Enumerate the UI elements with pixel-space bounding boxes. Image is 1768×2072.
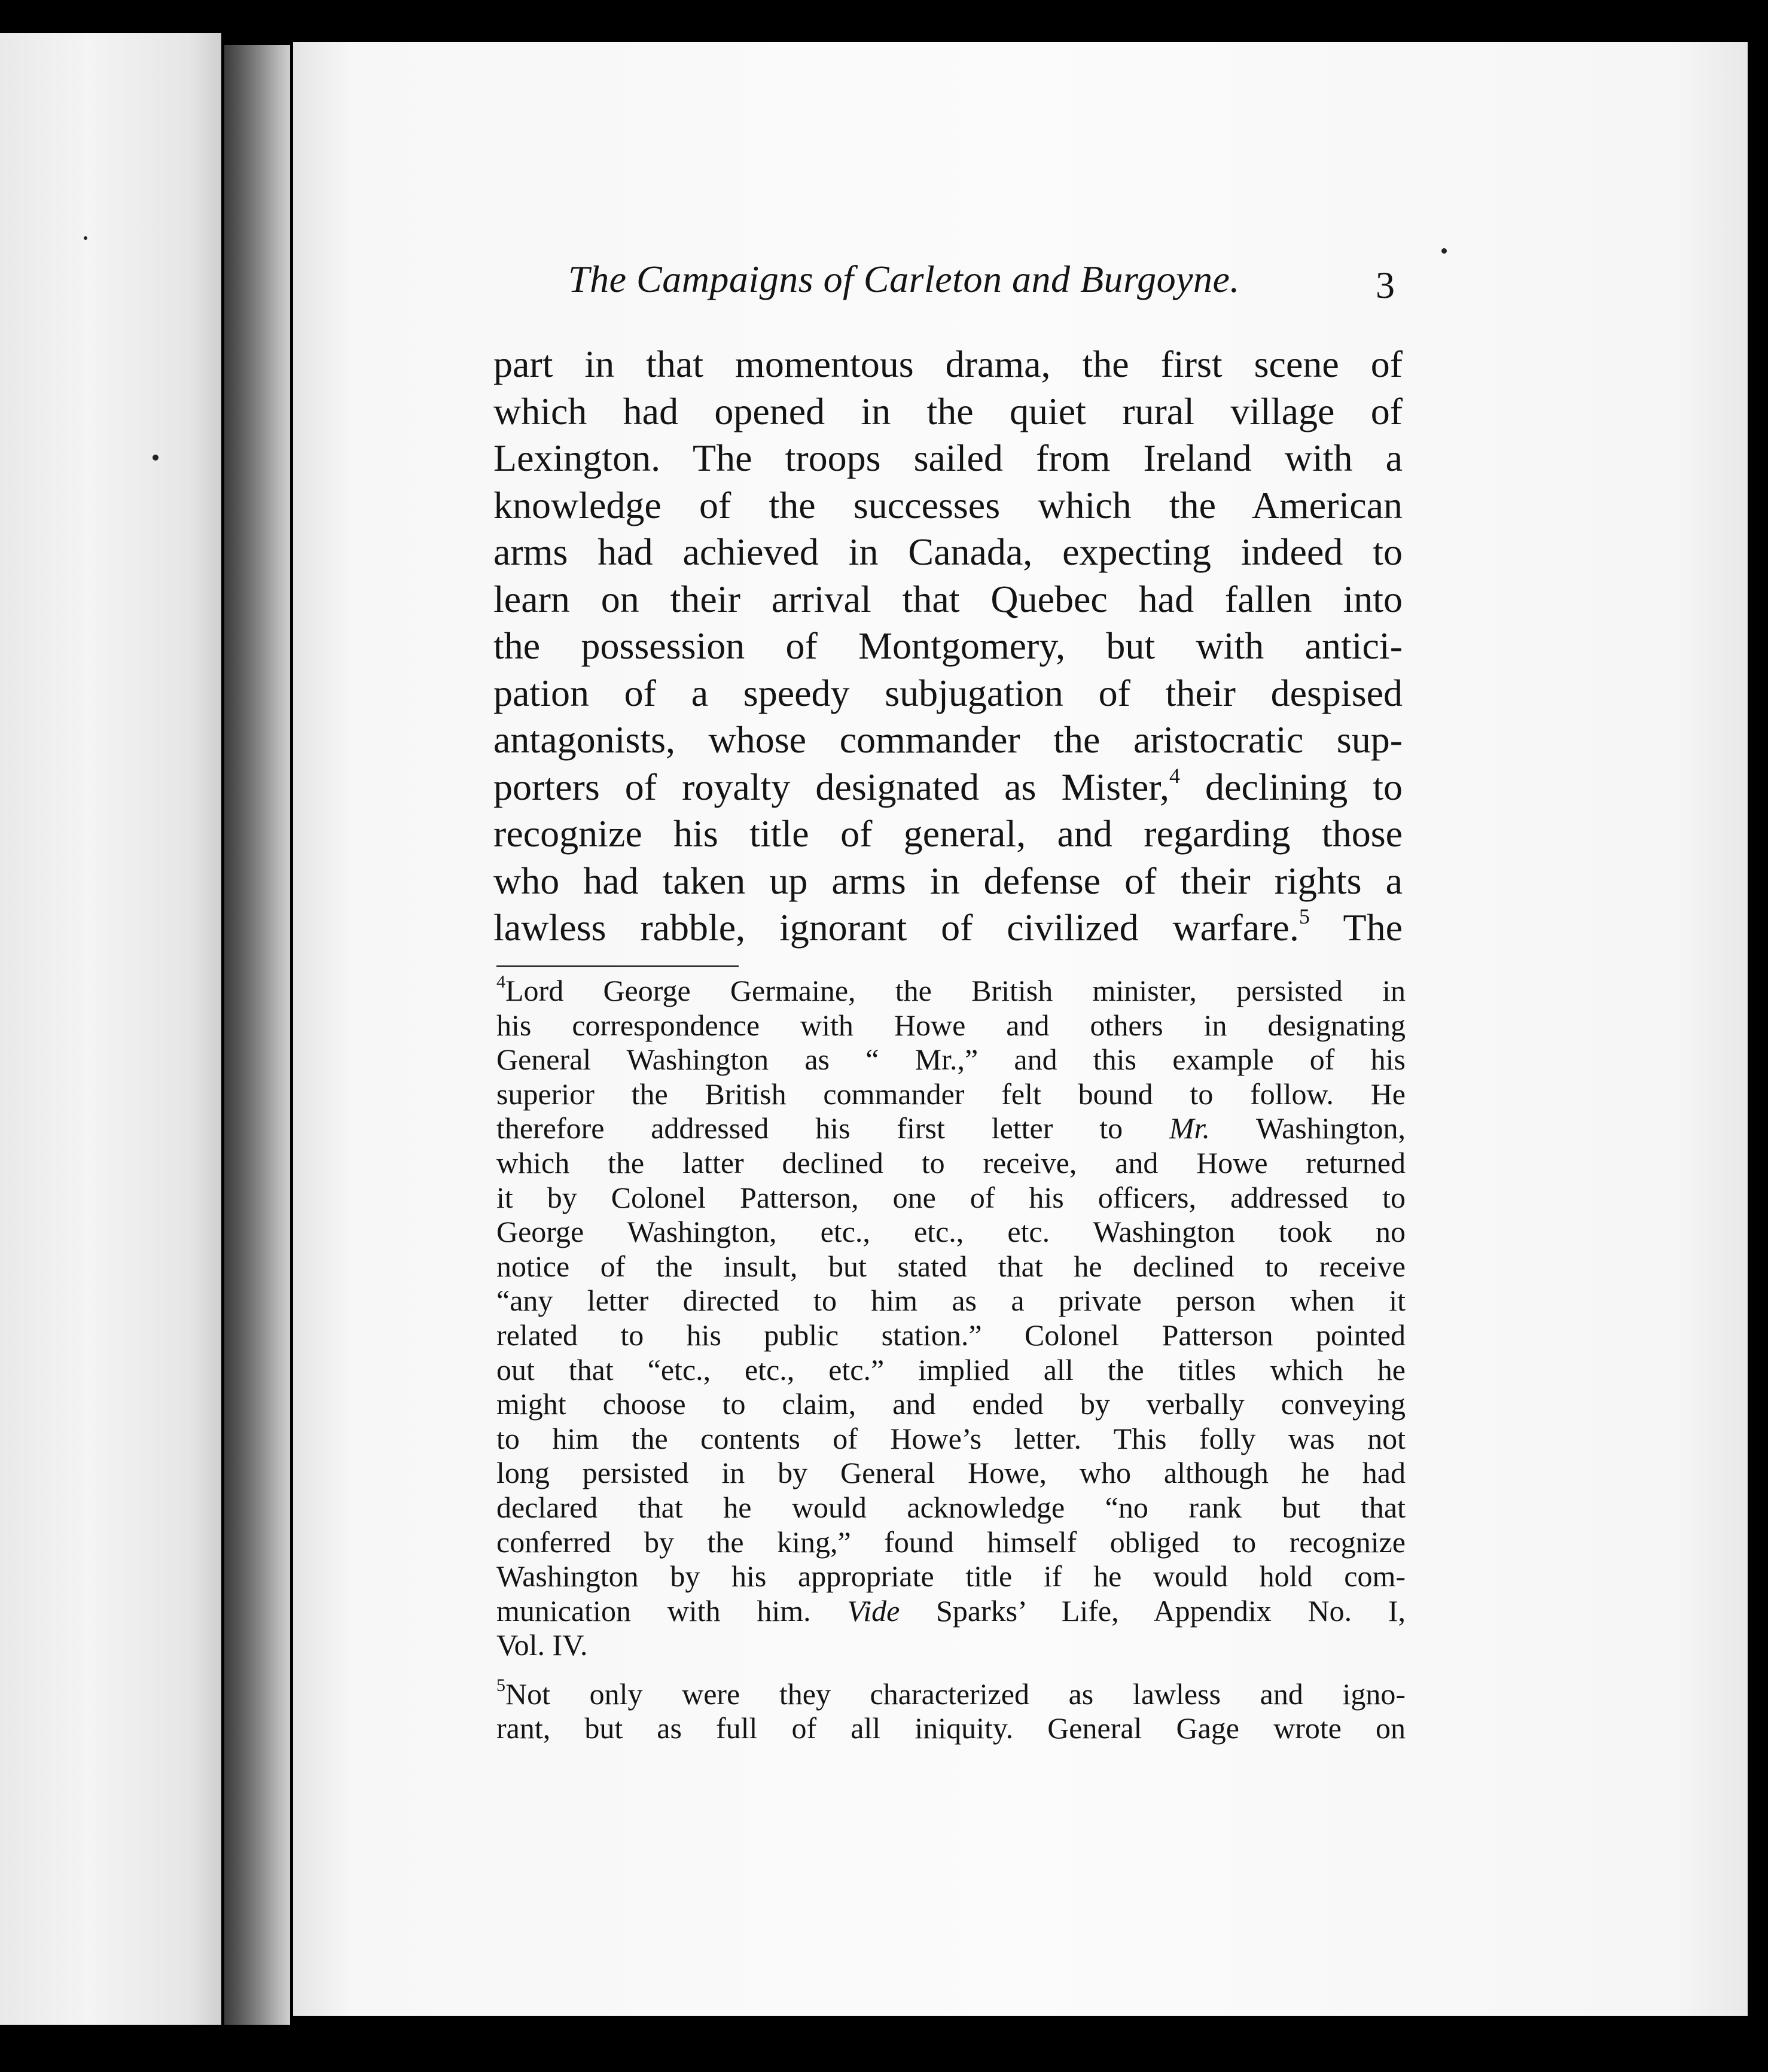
- book-binding: [224, 45, 290, 2025]
- footnote-line: $^5$Not only were they characterized as lawless and igno-: [496, 1675, 1406, 1711]
- footnote-line: Washington by his appropriate title if he would hold com-: [496, 1559, 1406, 1593]
- footnote-line: related to his public station.” Colonel Patterson pointed: [496, 1318, 1406, 1352]
- footnote-line: long persisted in by General Howe, who although he had: [496, 1456, 1406, 1490]
- body-line: pation of a speedy subjugation of their despised: [493, 671, 1403, 714]
- footnote-line: it by Colonel Patterson, one of his officers, addressed to: [496, 1180, 1406, 1214]
- body-line: porters of royalty designated as Mister,$^4$ declining to: [493, 763, 1403, 808]
- footnote-line: notice of the insult, but stated that he declined to receive: [496, 1249, 1406, 1283]
- footnote-line: “any letter directed to him as a private person when it: [496, 1284, 1406, 1318]
- body-line: Lexington. The troops sailed from Ireland with a: [493, 437, 1403, 479]
- footnote-line: declared that he would acknowledge “no rank but that: [496, 1490, 1406, 1524]
- footnote-ref-5: 5: [1298, 904, 1310, 928]
- footnote-line: munication with him. Vide Sparks’ Life, Appendix No. I,: [496, 1593, 1406, 1628]
- footnote-marker: 5: [496, 1675, 505, 1695]
- body-line: learn on their arrival that Quebec had fallen into: [493, 577, 1403, 620]
- footnote-line: out that “etc., etc., etc.” implied all the titles which he: [496, 1352, 1406, 1387]
- facing-page-left: [0, 33, 221, 2025]
- footnote-line: his correspondence with Howe and others in designating: [496, 1008, 1406, 1042]
- body-line: recognize his title of general, and regarding those: [493, 812, 1403, 855]
- footnote-line: might choose to claim, and ended by verbally conveying: [496, 1387, 1406, 1421]
- footnote-line: George Washington, etc., etc., etc. Washington took no: [496, 1215, 1406, 1249]
- footnote-line: therefore addressed his first letter to Mr. Washington,: [496, 1111, 1406, 1145]
- body-line: which had opened in the quiet rural village of: [493, 389, 1403, 432]
- body-line: the possession of Montgomery, but with antici-: [493, 624, 1403, 667]
- italic-mr: Mr.: [1169, 1111, 1210, 1145]
- footnote-gap: [496, 1663, 1406, 1677]
- italic-vide: Vide: [847, 1593, 900, 1628]
- footnote-line: superior the British commander felt bound to follow. He: [496, 1077, 1406, 1111]
- running-title: The Campaigns of Carleton and Burgoyne.: [568, 258, 1240, 300]
- footnote-line: conferred by the king,” found himself obliged to recognize: [496, 1525, 1406, 1559]
- footnote-5: [496, 1677, 1406, 1746]
- scan-speck: [1441, 248, 1447, 254]
- footnote-line: rant, but as full of all iniquity. General Gage wrote on: [496, 1711, 1406, 1745]
- body-line: lawless rabble, ignorant of civilized warfare.$^5$ The: [493, 904, 1403, 949]
- footnote-marker: 4: [496, 972, 505, 992]
- running-header: [568, 257, 1406, 301]
- page-number: 3: [1376, 264, 1395, 306]
- body-line: who had taken up arms in defense of their rights a: [493, 859, 1403, 902]
- body-text: [493, 341, 1403, 952]
- body-line: antagonists, whose commander the aristocratic sup-: [493, 718, 1403, 761]
- footnote-ref-4: 4: [1169, 763, 1180, 788]
- footnotes: [496, 974, 1406, 1746]
- scan-speck: [84, 236, 87, 240]
- body-line: part in that momentous drama, the first scene of: [493, 343, 1403, 385]
- footnote-rule: [496, 965, 739, 967]
- footnote-line: to him the contents of Howe’s letter. This folly was not: [496, 1421, 1406, 1455]
- footnote-4: [496, 974, 1406, 1663]
- footnote-line: General Washington as “ Mr.,” and this example of his: [496, 1043, 1406, 1077]
- footnote-line: $^4$Lord George Germaine, the British minister, persisted in: [496, 972, 1406, 1007]
- body-line: arms had achieved in Canada, expecting indeed to: [493, 531, 1403, 573]
- footnote-line: Vol. IV.: [496, 1628, 588, 1662]
- body-line: knowledge of the successes which the American: [493, 483, 1403, 526]
- footnote-line: which the latter declined to receive, and Howe returned: [496, 1145, 1406, 1180]
- scan-speck: [153, 455, 158, 461]
